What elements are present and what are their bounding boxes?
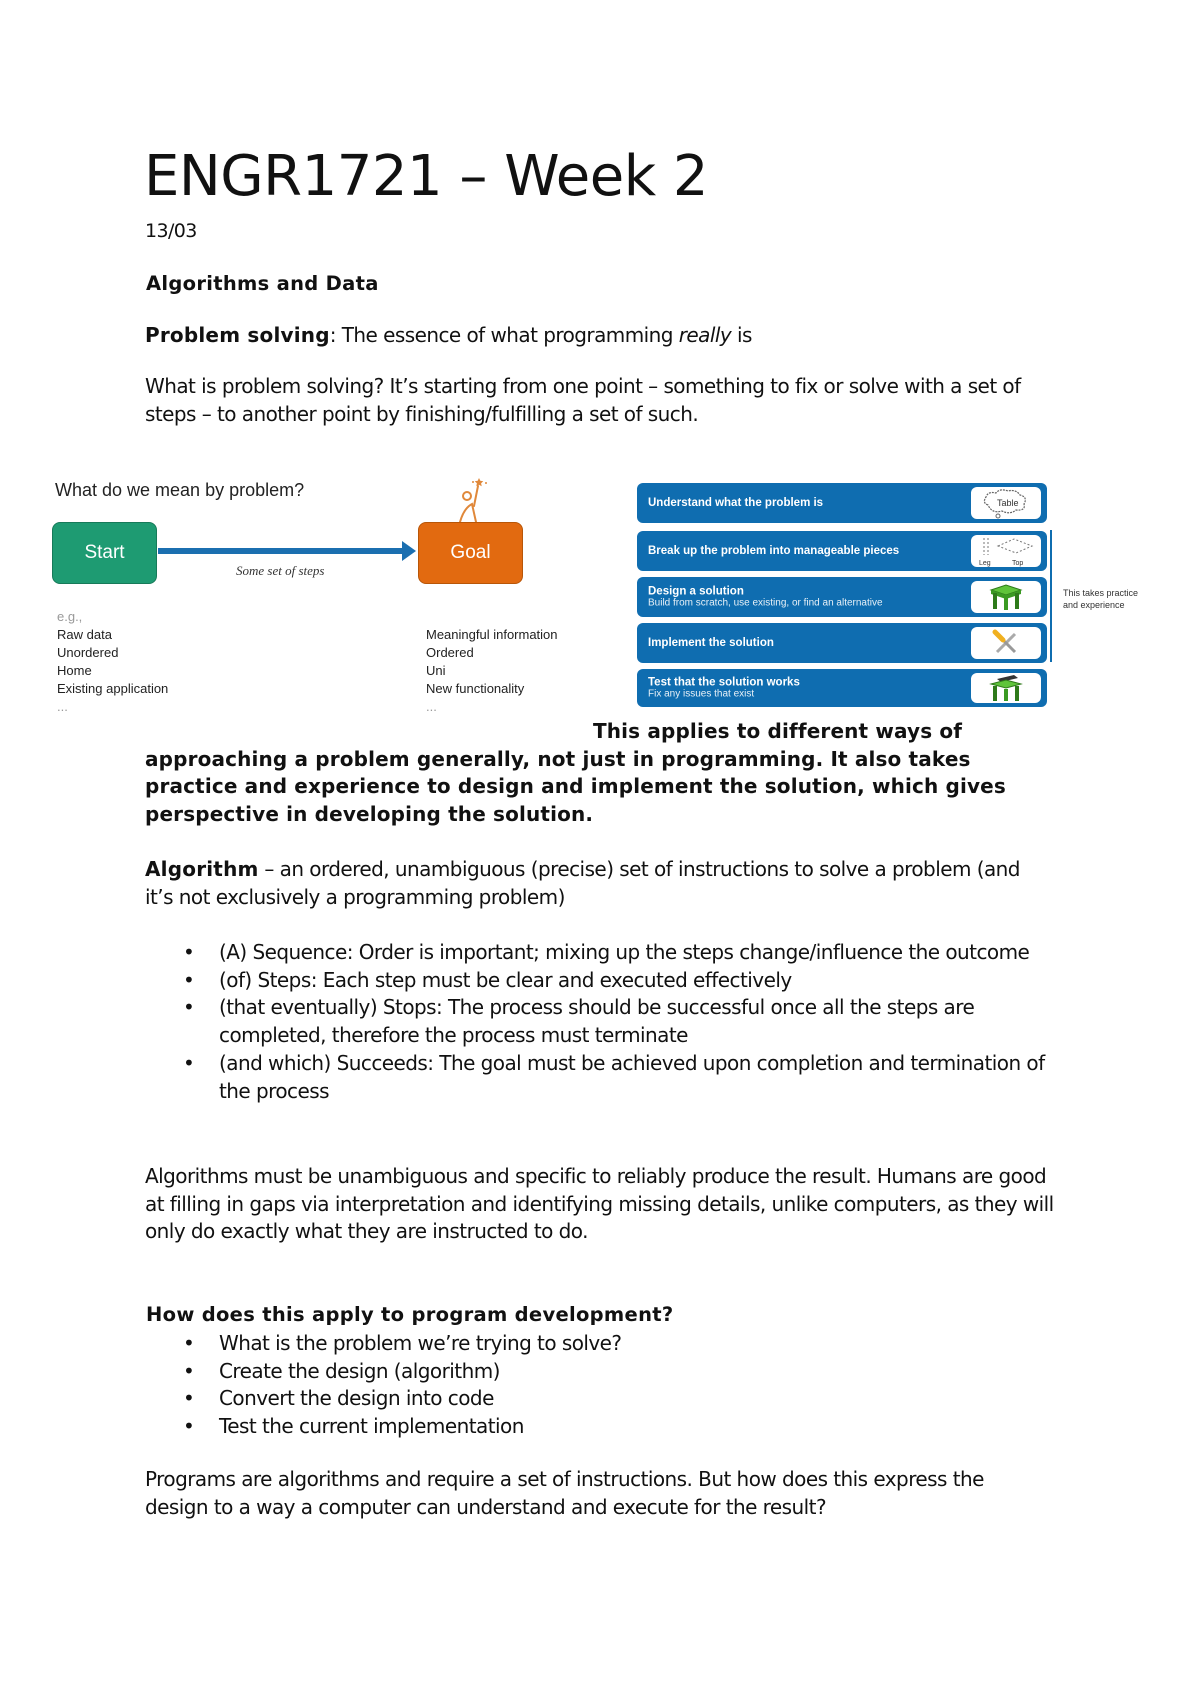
start-box [52, 522, 157, 584]
list-item [145, 1330, 1065, 1358]
start-examples [57, 608, 168, 716]
bullet-icon: • [183, 1414, 195, 1439]
list-item [145, 967, 1065, 995]
problem-solving-term: Problem solving [145, 323, 330, 347]
step-title: Break up the problem into manageable pieces [648, 545, 900, 557]
list-item-text: (that eventually) Stops: The process should be successful once all the steps are completed, therefore the process must terminate [219, 995, 975, 1048]
tools-icon [971, 627, 1041, 659]
step-subtitle: Fix any issues that exist [648, 688, 755, 700]
bullet-icon: • [183, 1386, 195, 1411]
goal-example-ellipsis: ... [426, 699, 437, 714]
list-item-text: (A) Sequence: Order is important; mixing up the steps change/influence the outcome [219, 940, 1030, 964]
start-example: Existing application [57, 681, 169, 696]
list-item [145, 1413, 1065, 1441]
section-heading: Algorithms and Data [146, 272, 379, 295]
problem-solving-text: : The essence of what programming [329, 323, 679, 347]
goal-example: New functionality [426, 681, 525, 696]
bracket-line [1050, 530, 1052, 662]
list-item-text: Convert the design into code [219, 1386, 494, 1411]
goal-example: Ordered [426, 645, 474, 660]
algorithm-properties-list [145, 939, 1065, 1105]
step-test [637, 669, 1047, 707]
goal-examples [426, 626, 558, 716]
arrow-line [158, 548, 404, 554]
bullet-icon: • [183, 995, 195, 1020]
bullet-icon: • [183, 940, 195, 964]
problem-solving-text-end: is [731, 323, 752, 347]
list-item [145, 939, 1065, 967]
step-title: Design a solution [648, 585, 744, 598]
program-dev-list [145, 1330, 1065, 1441]
list-item [145, 1050, 1065, 1105]
green-table-icon [971, 581, 1041, 613]
step-title: Understand what the problem is [648, 497, 824, 509]
step-title: Implement the solution [648, 637, 774, 649]
arrow-right-icon [402, 541, 416, 561]
side-note [1063, 587, 1138, 611]
step-subtitle: Build from scratch, use existing, or find an alternative [648, 597, 883, 609]
applies-paragraph: This applies to different ways of approaching a problem generally, not just in programming. It also takes practice and experience to design and implement the solution, which gives perspective in developing the solution. [145, 719, 1006, 827]
list-item-text: (and which) Succeeds: The goal must be achieved upon completion and termination of the process [219, 1050, 1045, 1103]
side-note-line: and experience [1063, 600, 1125, 610]
emphasis-really: really [678, 323, 732, 347]
date: 13/03 [145, 220, 197, 242]
goal-example: Meaningful information [426, 627, 558, 642]
diagram-title: What do we mean by problem? [55, 480, 305, 500]
list-item-text: Test the current implementation [219, 1414, 524, 1439]
achiever-person-icon [452, 476, 492, 524]
table-with-object-icon [971, 673, 1041, 703]
algorithm-term: Algorithm [145, 857, 259, 881]
list-item [145, 1385, 1065, 1413]
problem-solving-paragraph [145, 322, 1065, 350]
algorithm-definition [145, 856, 1045, 911]
start-label: Start [84, 542, 125, 563]
start-example: Raw data [57, 627, 112, 642]
step-title: Test that the solution works [648, 676, 800, 689]
start-example: Home [57, 663, 92, 678]
bullet-icon: • [183, 1331, 195, 1355]
step-understand [637, 483, 1047, 523]
closing-paragraph: Programs are algorithms and require a set of instructions. But how does this express the design to a way a computer can understand and execute for the result? [145, 1467, 984, 1519]
svg-text:Top: Top [1012, 560, 1024, 567]
program-dev-heading: How does this apply to program development? [146, 1303, 674, 1326]
unambiguous-paragraph: Algorithms must be unambiguous and specific to reliably produce the result. Humans are good at filling in gaps via interpretation and identifying missing details, unlike computers, as they will only do exactly what they are instructed to do. [145, 1164, 1054, 1244]
goal-box [418, 522, 523, 584]
start-example: Unordered [57, 645, 119, 660]
bullet-icon: • [183, 967, 195, 992]
goal-example: Uni [426, 663, 446, 678]
table-parts-sketch-icon [971, 535, 1041, 567]
bullet-icon: • [183, 1358, 195, 1383]
svg-text:Leg: Leg [979, 560, 991, 567]
thought-cloud-table-icon [971, 487, 1041, 519]
arrow-label: Some set of steps [236, 563, 325, 578]
list-item-text: Create the design (algorithm) [219, 1358, 500, 1383]
step-break-up [637, 531, 1047, 571]
algorithm-definition-text: – an ordered, unambiguous (precise) set of instructions to solve a problem (and it’s not exclusively a programming problem) [145, 857, 1020, 909]
step-implement [637, 623, 1047, 663]
side-note-line: This takes practice [1063, 588, 1139, 598]
goal-label: Goal [450, 542, 491, 563]
example-prefix: e.g., [57, 609, 83, 624]
step-design [637, 577, 1047, 617]
start-example-ellipsis: ... [57, 699, 68, 714]
list-item [145, 1358, 1065, 1386]
what-is-problem-solving-paragraph: What is problem solving? It’s starting from one point – something to fix or solve with a set of steps – to another point by finishing/fulfilling a set of such. [145, 374, 1021, 426]
page-title: ENGR1721 – Week 2 [144, 144, 709, 209]
list-item-text: What is the problem we’re trying to solve? [219, 1331, 622, 1355]
list-item [145, 994, 1065, 1049]
bullet-icon: • [183, 1050, 195, 1075]
list-item-text: (of) Steps: Each step must be clear and executed effectively [219, 967, 792, 992]
svg-text:Table: Table [997, 498, 1019, 508]
